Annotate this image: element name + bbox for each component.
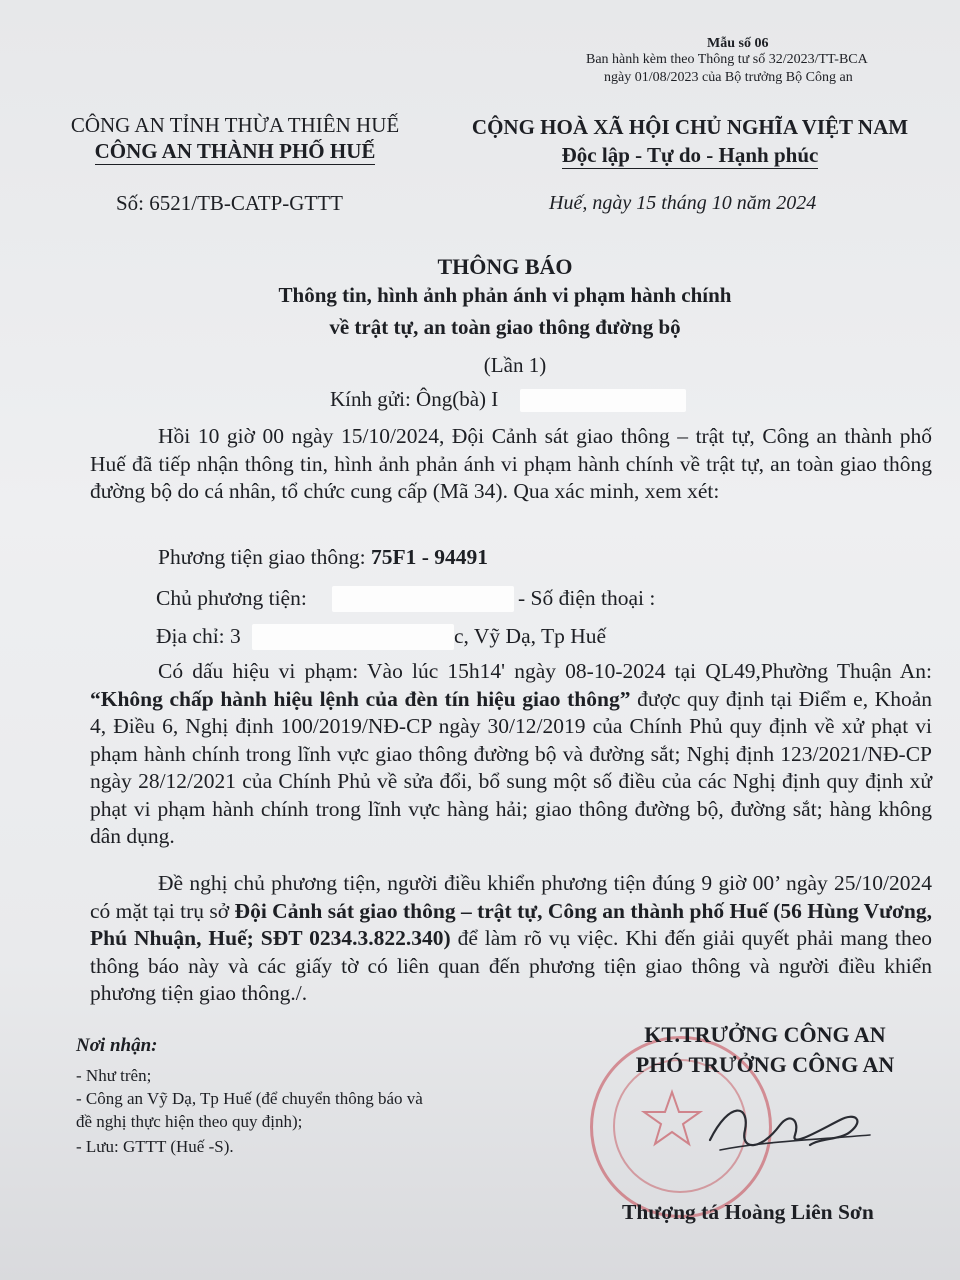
phone-label: - Số điện thoại :	[518, 586, 656, 610]
recipients-heading: Nơi nhận:	[76, 1035, 158, 1056]
address-label: Địa chỉ: 3	[156, 624, 241, 648]
issuer-line1: CÔNG AN TỈNH THỪA THIÊN HUẾ	[70, 113, 400, 137]
request-location: Đội Cảnh sát giao thông – trật tự, Công an thành phố Huế (56 Hùng Vương, Phú Nhuận, Huế; SĐT 0234.3.822.340)	[90, 898, 932, 950]
request-intro: Đề nghị chủ phương tiện, người điều khiển phương tiện đúng 9 giờ 00’ ngày 25/10/2024 có mặt tại trụ sở	[90, 871, 932, 923]
signature-title-2: PHÓ TRƯỞNG CÔNG AN	[635, 1052, 895, 1077]
recipient-item-3: đề nghị thực hiện theo quy định);	[76, 1112, 303, 1131]
document-subtitle-2: về trật tự, an toàn giao thông đường bộ	[329, 315, 681, 339]
nation-motto-text: Độc lập - Tự do - Hạnh phúc	[561, 143, 819, 167]
nation-line1: CỘNG HOÀ XÃ HỘI CHỦ NGHĨA VIỆT NAM	[471, 115, 909, 139]
owner-redaction	[332, 586, 514, 612]
form-reference-line1: Ban hành kèm theo Thông tư số 32/2023/TT-BCA	[586, 52, 868, 67]
owner-label: Chủ phương tiện:	[156, 586, 307, 610]
recipient-item-1: - Như trên;	[76, 1066, 152, 1085]
violation-intro: Có dấu hiệu vi phạm: Vào lúc 15h14' ngày 08-10-2024 tại QL49,Phường Thuận An:	[158, 659, 932, 683]
paragraph-violation	[90, 658, 932, 851]
address-tail: c, Vỹ Dạ, Tp Huế	[454, 624, 607, 648]
form-reference-line2: ngày 01/08/2023 của Bộ trưởng Bộ Công an	[604, 70, 853, 85]
vehicle-label: Phương tiện giao thông:	[158, 545, 371, 569]
vehicle-line	[158, 545, 488, 570]
document-number: Số: 6521/TB-CATP-GTTT	[116, 191, 343, 215]
document-subtitle-1: Thông tin, hình ảnh phản ánh vi phạm hành chính	[278, 283, 732, 307]
issuer-header	[40, 112, 430, 164]
recipient-line: Kính gửi: Ông(bà) I	[330, 387, 499, 411]
form-number: Mẫu số 06	[707, 36, 769, 51]
signature-title-1: KT.TRƯỞNG CÔNG AN	[644, 1022, 886, 1047]
address-redaction	[252, 624, 454, 650]
nation-header	[440, 113, 940, 169]
recipient-item-4: - Lưu: GTTT (Huế -S).	[76, 1137, 234, 1156]
recipient-item-2: - Công an Vỹ Dạ, Tp Huế (để chuyển thông báo và	[76, 1089, 423, 1108]
request-rest: để làm rõ vụ việc. Khi đến giải quyết phải mang theo thông báo này và các giấy tờ có liên quan đến phương tiện giao thông và người điều khiển phương tiện giao thông./.	[90, 926, 932, 1005]
paragraph-intro-text: Hồi 10 giờ 00 ngày 15/10/2024, Đội Cảnh sát giao thông – trật tự, Công an thành phố Huế đã tiếp nhận thông tin, hình ảnh phản ánh vi phạm hành chính về trật tự, an toàn giao thông đường bộ do cá nhân, tổ chức cung cấp (Mã 34). Qua xác minh, xem xét:	[90, 424, 932, 503]
nation-motto	[440, 141, 940, 169]
violation-description: “Không chấp hành hiệu lệnh của đèn tín hiệu giao thông”	[90, 686, 631, 711]
recipient-redaction	[520, 389, 686, 412]
signer-name: Thượng tá Hoàng Liên Sơn	[622, 1200, 874, 1224]
paragraph-request	[90, 870, 932, 1008]
issuer-line2-text: CÔNG AN THÀNH PHỐ HUẾ	[94, 139, 376, 163]
document-date: Huế, ngày 15 tháng 10 năm 2024	[549, 192, 817, 214]
issuer-line2	[40, 138, 430, 164]
document-title: THÔNG BÁO	[437, 254, 573, 279]
attempt-number: (Lần 1)	[483, 353, 547, 377]
handwritten-signature	[690, 1090, 890, 1170]
vehicle-plate: 75F1 - 94491	[370, 545, 488, 569]
violation-legal-basis: được quy định tại Điểm e, Khoản 4, Điều 6, Nghị định 100/2019/NĐ-CP ngày 30/12/2019 của Chính Phủ quy định về xử phạt vi phạm hành chính trong lĩnh vực giao thông đường bộ và đường sắt; Nghị định 123/2021/NĐ-CP ngày 28/12/2021 của Chính Phủ về sửa đổi, bổ sung một số điều của các Nghị định quy định xử phạt vi phạm hành chính trong lĩnh vực hàng hải; giao thông đường bộ, đường sắt; hàng không dân dụng.	[90, 686, 932, 848]
paragraph-intro	[90, 423, 932, 506]
